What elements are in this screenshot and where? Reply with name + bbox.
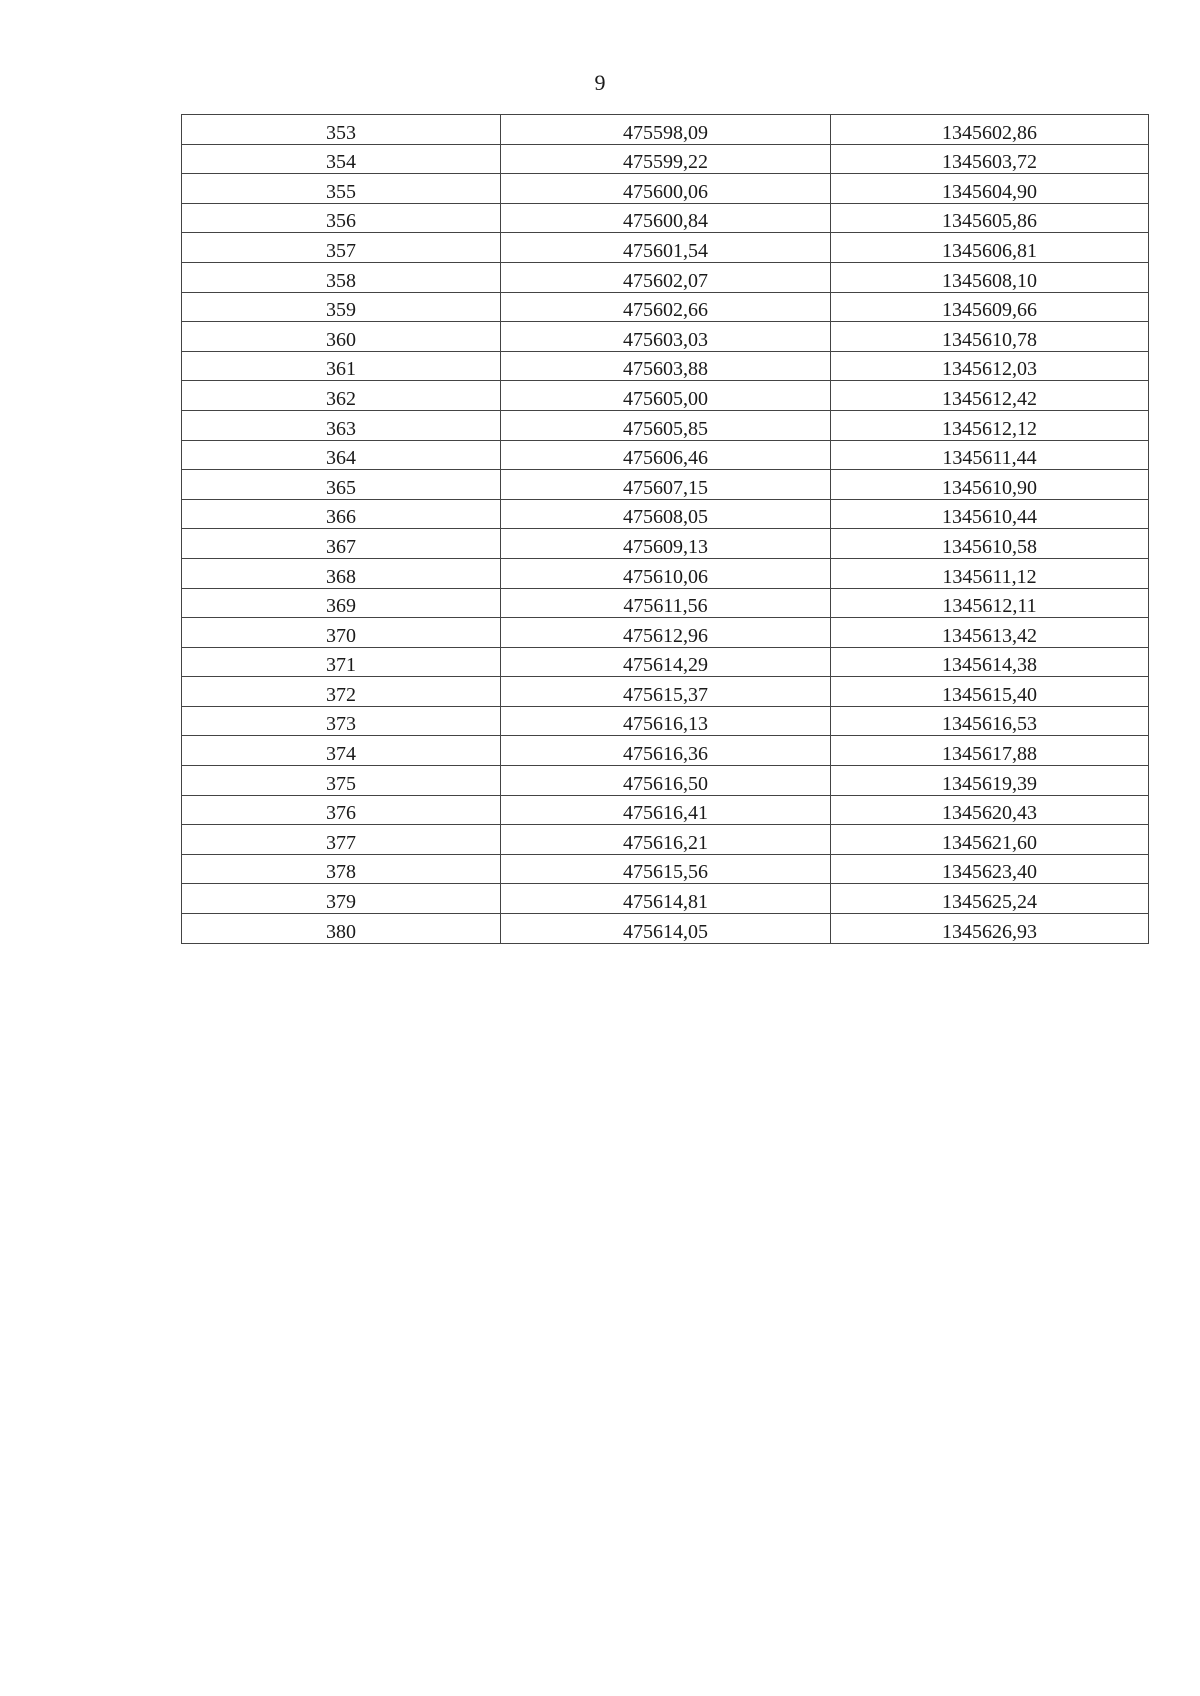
y-coordinate-cell: 1345621,60 xyxy=(831,825,1149,855)
point-number-cell: 364 xyxy=(182,440,501,470)
table-row xyxy=(182,618,1149,648)
table-row xyxy=(182,795,1149,825)
point-number-cell: 373 xyxy=(182,706,501,736)
point-number-cell: 363 xyxy=(182,410,501,440)
x-coordinate-cell: 475603,88 xyxy=(501,351,831,381)
y-coordinate-cell: 1345612,12 xyxy=(831,410,1149,440)
x-coordinate-cell: 475610,06 xyxy=(501,558,831,588)
x-coordinate-cell: 475616,50 xyxy=(501,766,831,796)
y-coordinate-cell: 1345617,88 xyxy=(831,736,1149,766)
x-coordinate-cell: 475616,21 xyxy=(501,825,831,855)
y-coordinate-cell: 1345605,86 xyxy=(831,203,1149,233)
table-row xyxy=(182,825,1149,855)
point-number-cell: 358 xyxy=(182,262,501,292)
y-coordinate-cell: 1345616,53 xyxy=(831,706,1149,736)
point-number-cell: 357 xyxy=(182,233,501,263)
y-coordinate-cell: 1345603,72 xyxy=(831,144,1149,174)
point-number-cell: 369 xyxy=(182,588,501,618)
x-coordinate-cell: 475605,00 xyxy=(501,381,831,411)
x-coordinate-cell: 475614,81 xyxy=(501,884,831,914)
table-row xyxy=(182,115,1149,145)
point-number-cell: 353 xyxy=(182,115,501,145)
table-row xyxy=(182,588,1149,618)
y-coordinate-cell: 1345620,43 xyxy=(831,795,1149,825)
y-coordinate-cell: 1345611,44 xyxy=(831,440,1149,470)
table-row xyxy=(182,854,1149,884)
x-coordinate-cell: 475608,05 xyxy=(501,499,831,529)
y-coordinate-cell: 1345625,24 xyxy=(831,884,1149,914)
table-row xyxy=(182,736,1149,766)
x-coordinate-cell: 475615,37 xyxy=(501,677,831,707)
x-coordinate-cell: 475600,06 xyxy=(501,174,831,204)
point-number-cell: 360 xyxy=(182,322,501,352)
y-coordinate-cell: 1345619,39 xyxy=(831,766,1149,796)
y-coordinate-cell: 1345614,38 xyxy=(831,647,1149,677)
point-number-cell: 354 xyxy=(182,144,501,174)
table-row xyxy=(182,647,1149,677)
y-coordinate-cell: 1345615,40 xyxy=(831,677,1149,707)
table-row xyxy=(182,144,1149,174)
point-number-cell: 365 xyxy=(182,470,501,500)
point-number-cell: 368 xyxy=(182,558,501,588)
table-row xyxy=(182,677,1149,707)
table-row xyxy=(182,499,1149,529)
y-coordinate-cell: 1345610,78 xyxy=(831,322,1149,352)
x-coordinate-cell: 475607,15 xyxy=(501,470,831,500)
x-coordinate-cell: 475614,05 xyxy=(501,914,831,944)
y-coordinate-cell: 1345626,93 xyxy=(831,914,1149,944)
y-coordinate-cell: 1345612,11 xyxy=(831,588,1149,618)
table-row xyxy=(182,351,1149,381)
table-row xyxy=(182,440,1149,470)
y-coordinate-cell: 1345608,10 xyxy=(831,262,1149,292)
point-number-cell: 366 xyxy=(182,499,501,529)
point-number-cell: 370 xyxy=(182,618,501,648)
table-row xyxy=(182,174,1149,204)
y-coordinate-cell: 1345623,40 xyxy=(831,854,1149,884)
x-coordinate-cell: 475600,84 xyxy=(501,203,831,233)
point-number-cell: 374 xyxy=(182,736,501,766)
x-coordinate-cell: 475601,54 xyxy=(501,233,831,263)
x-coordinate-cell: 475616,13 xyxy=(501,706,831,736)
coordinates-table-body xyxy=(182,115,1149,944)
table-row xyxy=(182,470,1149,500)
table-row xyxy=(182,884,1149,914)
x-coordinate-cell: 475615,56 xyxy=(501,854,831,884)
y-coordinate-cell: 1345612,42 xyxy=(831,381,1149,411)
y-coordinate-cell: 1345610,58 xyxy=(831,529,1149,559)
point-number-cell: 377 xyxy=(182,825,501,855)
x-coordinate-cell: 475603,03 xyxy=(501,322,831,352)
x-coordinate-cell: 475611,56 xyxy=(501,588,831,618)
table-row xyxy=(182,766,1149,796)
y-coordinate-cell: 1345602,86 xyxy=(831,115,1149,145)
x-coordinate-cell: 475614,29 xyxy=(501,647,831,677)
table-row xyxy=(182,706,1149,736)
table-row xyxy=(182,529,1149,559)
table-row xyxy=(182,381,1149,411)
y-coordinate-cell: 1345613,42 xyxy=(831,618,1149,648)
point-number-cell: 372 xyxy=(182,677,501,707)
page-number: 9 xyxy=(594,70,606,95)
point-number-cell: 355 xyxy=(182,174,501,204)
table-row xyxy=(182,914,1149,944)
table-row xyxy=(182,203,1149,233)
table-row xyxy=(182,262,1149,292)
point-number-cell: 379 xyxy=(182,884,501,914)
point-number-cell: 362 xyxy=(182,381,501,411)
table-row xyxy=(182,410,1149,440)
point-number-cell: 359 xyxy=(182,292,501,322)
point-number-cell: 375 xyxy=(182,766,501,796)
point-number-cell: 367 xyxy=(182,529,501,559)
x-coordinate-cell: 475602,07 xyxy=(501,262,831,292)
x-coordinate-cell: 475612,96 xyxy=(501,618,831,648)
y-coordinate-cell: 1345604,90 xyxy=(831,174,1149,204)
y-coordinate-cell: 1345612,03 xyxy=(831,351,1149,381)
coordinates-table xyxy=(181,114,1149,944)
x-coordinate-cell: 475602,66 xyxy=(501,292,831,322)
y-coordinate-cell: 1345611,12 xyxy=(831,558,1149,588)
point-number-cell: 376 xyxy=(182,795,501,825)
point-number-cell: 356 xyxy=(182,203,501,233)
y-coordinate-cell: 1345610,44 xyxy=(831,499,1149,529)
x-coordinate-cell: 475606,46 xyxy=(501,440,831,470)
y-coordinate-cell: 1345610,90 xyxy=(831,470,1149,500)
y-coordinate-cell: 1345609,66 xyxy=(831,292,1149,322)
point-number-cell: 378 xyxy=(182,854,501,884)
table-row xyxy=(182,322,1149,352)
table-row xyxy=(182,558,1149,588)
x-coordinate-cell: 475599,22 xyxy=(501,144,831,174)
x-coordinate-cell: 475616,36 xyxy=(501,736,831,766)
x-coordinate-cell: 475605,85 xyxy=(501,410,831,440)
x-coordinate-cell: 475609,13 xyxy=(501,529,831,559)
table-row xyxy=(182,233,1149,263)
x-coordinate-cell: 475616,41 xyxy=(501,795,831,825)
x-coordinate-cell: 475598,09 xyxy=(501,115,831,145)
point-number-cell: 380 xyxy=(182,914,501,944)
point-number-cell: 361 xyxy=(182,351,501,381)
table-row xyxy=(182,292,1149,322)
y-coordinate-cell: 1345606,81 xyxy=(831,233,1149,263)
point-number-cell: 371 xyxy=(182,647,501,677)
